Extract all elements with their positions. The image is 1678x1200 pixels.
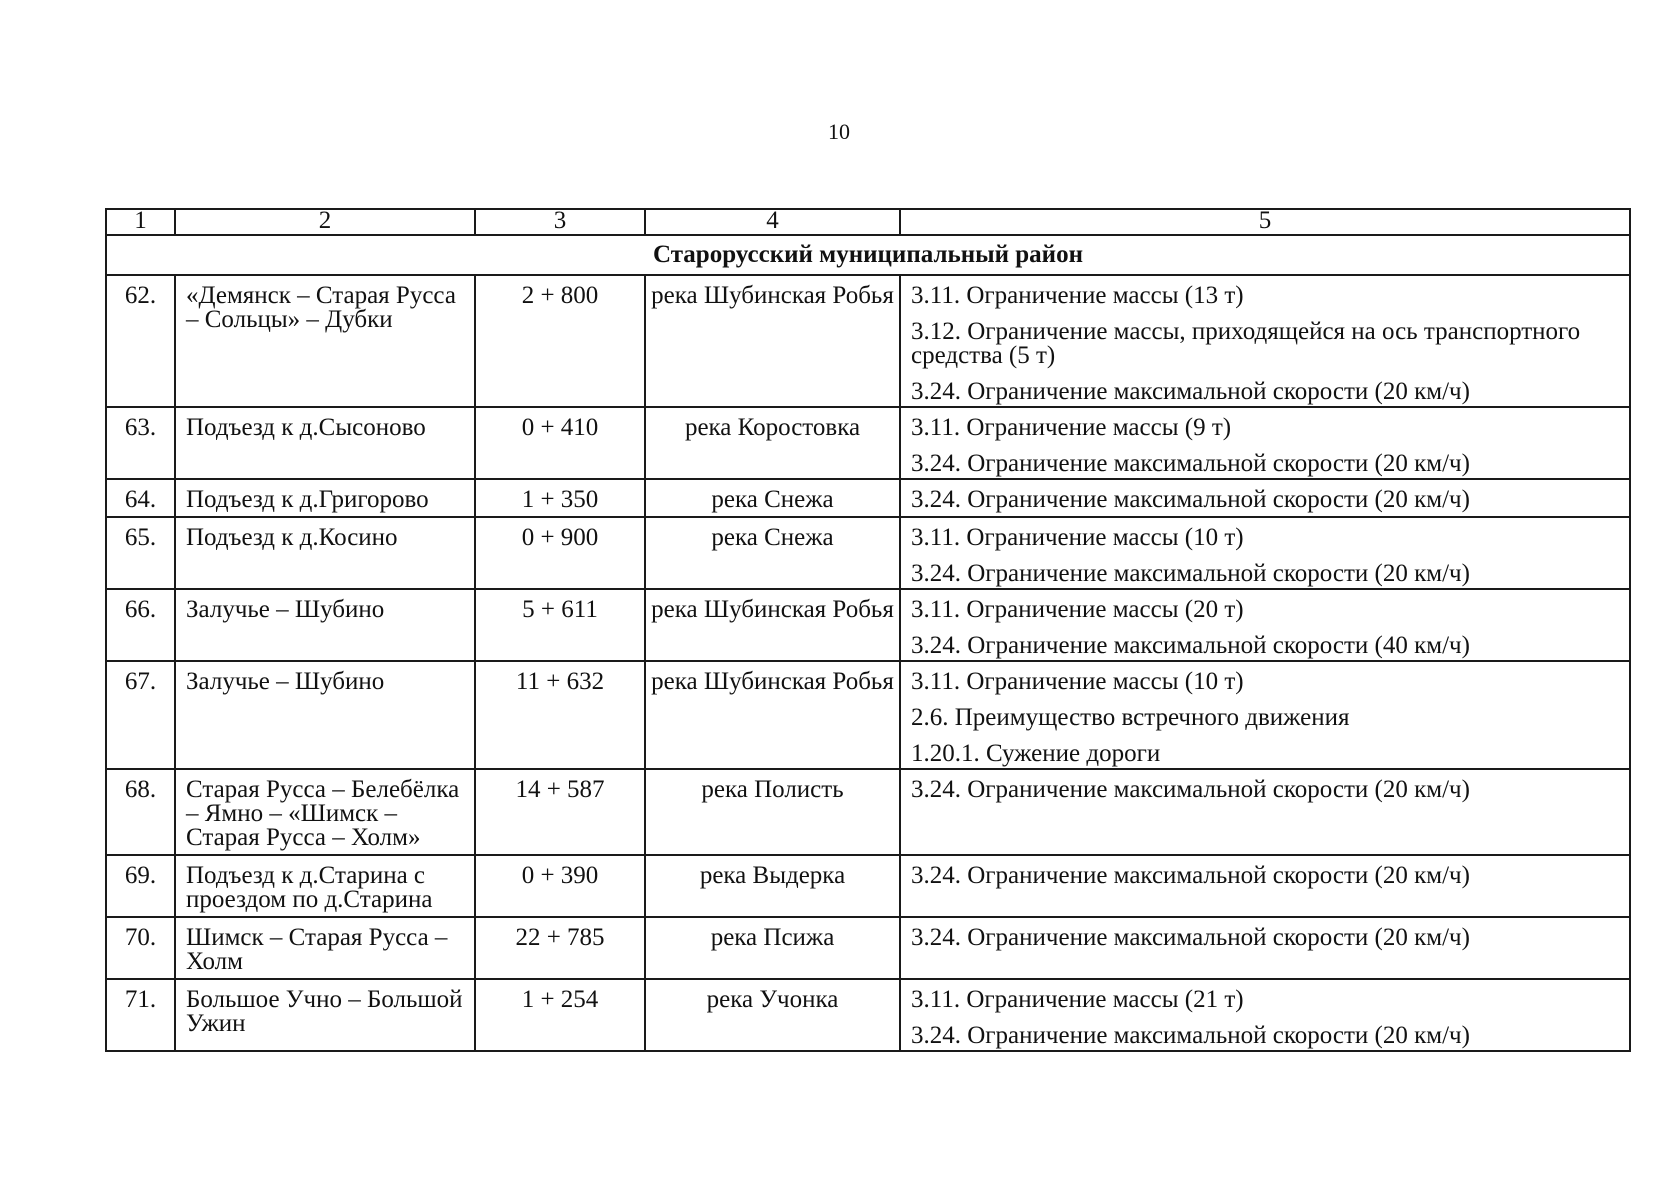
road-name: «Демянск – Старая Русса – Сольцы» – Дубки (175, 275, 475, 407)
bridge-location-km: 1 + 254 (475, 979, 645, 1051)
row-number: 69. (106, 855, 175, 917)
road-sign-entry: 3.24. Ограничение максимальной скорости (20 км/ч) (911, 560, 1470, 587)
bridge-location-km: 5 + 611 (475, 589, 645, 661)
road-sign-entry: 3.24. Ограничение максимальной скорости (20 км/ч) (911, 450, 1470, 477)
column-header: 3 (475, 209, 645, 235)
road-sign-entry: 3.24. Ограничение максимальной скорости (40 км/ч) (911, 632, 1470, 659)
road-signs-cell (900, 769, 1630, 855)
road-sign-entry: 2.6. Преимущество встречного движения (911, 704, 1350, 731)
section-row (106, 235, 1630, 275)
row-number: 64. (106, 479, 175, 517)
table-row (106, 275, 1630, 407)
road-signs-cell (900, 407, 1630, 479)
table-row (106, 479, 1630, 517)
row-number: 63. (106, 407, 175, 479)
road-sign-entry: 3.24. Ограничение максимальной скорости (20 км/ч) (911, 378, 1470, 405)
road-sign-entry: 1.20.1. Сужение дороги (911, 740, 1161, 767)
road-signs-cell (900, 589, 1630, 661)
row-number: 67. (106, 661, 175, 769)
road-signs-cell (900, 479, 1630, 517)
row-number: 71. (106, 979, 175, 1051)
table-row (106, 407, 1630, 479)
section-title: Старорусский муниципальный район (106, 235, 1630, 275)
road-sign-entry: 3.12. Ограничение массы, приходящейся на ось транспортного средства (5 т) (911, 318, 1581, 369)
road-sign-entry: 3.24. Ограничение максимальной скорости (20 км/ч) (911, 862, 1470, 889)
road-name: Старая Русса – Белебёлка – Ямно – «Шимск – Старая Русса – Холм» (175, 769, 475, 855)
road-signs-cell (900, 917, 1630, 979)
bridge-location-km: 11 + 632 (475, 661, 645, 769)
road-name: Подъезд к д.Старина с проездом по д.Старина (175, 855, 475, 917)
road-sign-entry: 3.11. Ограничение массы (10 т) (911, 524, 1244, 551)
river-name: река Шубинская Робья (645, 589, 900, 661)
river-name: река Учонка (645, 979, 900, 1051)
road-sign-entry: 3.11. Ограничение массы (9 т) (911, 414, 1232, 441)
table-row (106, 769, 1630, 855)
road-signs-cell (900, 855, 1630, 917)
restrictions-table (105, 208, 1631, 1052)
road-name: Залучье – Шубино (175, 661, 475, 769)
road-sign-entry: 3.24. Ограничение максимальной скорости (20 км/ч) (911, 486, 1470, 513)
road-name: Залучье – Шубино (175, 589, 475, 661)
row-number: 62. (106, 275, 175, 407)
river-name: река Снежа (645, 517, 900, 589)
column-header: 4 (645, 209, 900, 235)
row-number: 70. (106, 917, 175, 979)
road-name: Шимск – Старая Русса – Холм (175, 917, 475, 979)
road-signs-cell (900, 979, 1630, 1051)
table-row (106, 855, 1630, 917)
river-name: река Коростовка (645, 407, 900, 479)
row-number: 65. (106, 517, 175, 589)
bridge-location-km: 1 + 350 (475, 479, 645, 517)
river-name: река Псижа (645, 917, 900, 979)
table-row (106, 979, 1630, 1051)
river-name: река Шубинская Робья (645, 661, 900, 769)
road-signs-cell (900, 517, 1630, 589)
bridge-location-km: 0 + 410 (475, 407, 645, 479)
river-name: река Полисть (645, 769, 900, 855)
column-header: 1 (106, 209, 175, 235)
road-sign-entry: 3.11. Ограничение массы (20 т) (911, 596, 1244, 623)
river-name: река Выдерка (645, 855, 900, 917)
river-name: река Шубинская Робья (645, 275, 900, 407)
road-sign-entry: 3.11. Ограничение массы (13 т) (911, 282, 1244, 309)
table-row (106, 917, 1630, 979)
table-row (106, 589, 1630, 661)
road-sign-entry: 3.11. Ограничение массы (10 т) (911, 668, 1244, 695)
road-sign-entry: 3.24. Ограничение максимальной скорости (20 км/ч) (911, 1022, 1470, 1049)
bridge-location-km: 2 + 800 (475, 275, 645, 407)
column-header: 2 (175, 209, 475, 235)
road-sign-entry: 3.11. Ограничение массы (21 т) (911, 986, 1244, 1013)
road-signs-cell (900, 275, 1630, 407)
road-sign-entry: 3.24. Ограничение максимальной скорости (20 км/ч) (911, 924, 1470, 951)
table-row (106, 661, 1630, 769)
road-name: Подъезд к д.Григорово (175, 479, 475, 517)
bridge-location-km: 0 + 900 (475, 517, 645, 589)
row-number: 68. (106, 769, 175, 855)
road-name: Подъезд к д.Сысоново (175, 407, 475, 479)
table-row (106, 517, 1630, 589)
bridge-location-km: 22 + 785 (475, 917, 645, 979)
road-signs-cell (900, 661, 1630, 769)
road-sign-entry: 3.24. Ограничение максимальной скорости (20 км/ч) (911, 776, 1470, 803)
column-header-row (106, 209, 1630, 235)
page-number: 10 (828, 119, 850, 144)
row-number: 66. (106, 589, 175, 661)
road-name: Подъезд к д.Косино (175, 517, 475, 589)
bridge-location-km: 14 + 587 (475, 769, 645, 855)
column-header: 5 (900, 209, 1630, 235)
bridge-location-km: 0 + 390 (475, 855, 645, 917)
table-body (106, 235, 1630, 1051)
river-name: река Снежа (645, 479, 900, 517)
road-name: Большое Учно – Большой Ужин (175, 979, 475, 1051)
